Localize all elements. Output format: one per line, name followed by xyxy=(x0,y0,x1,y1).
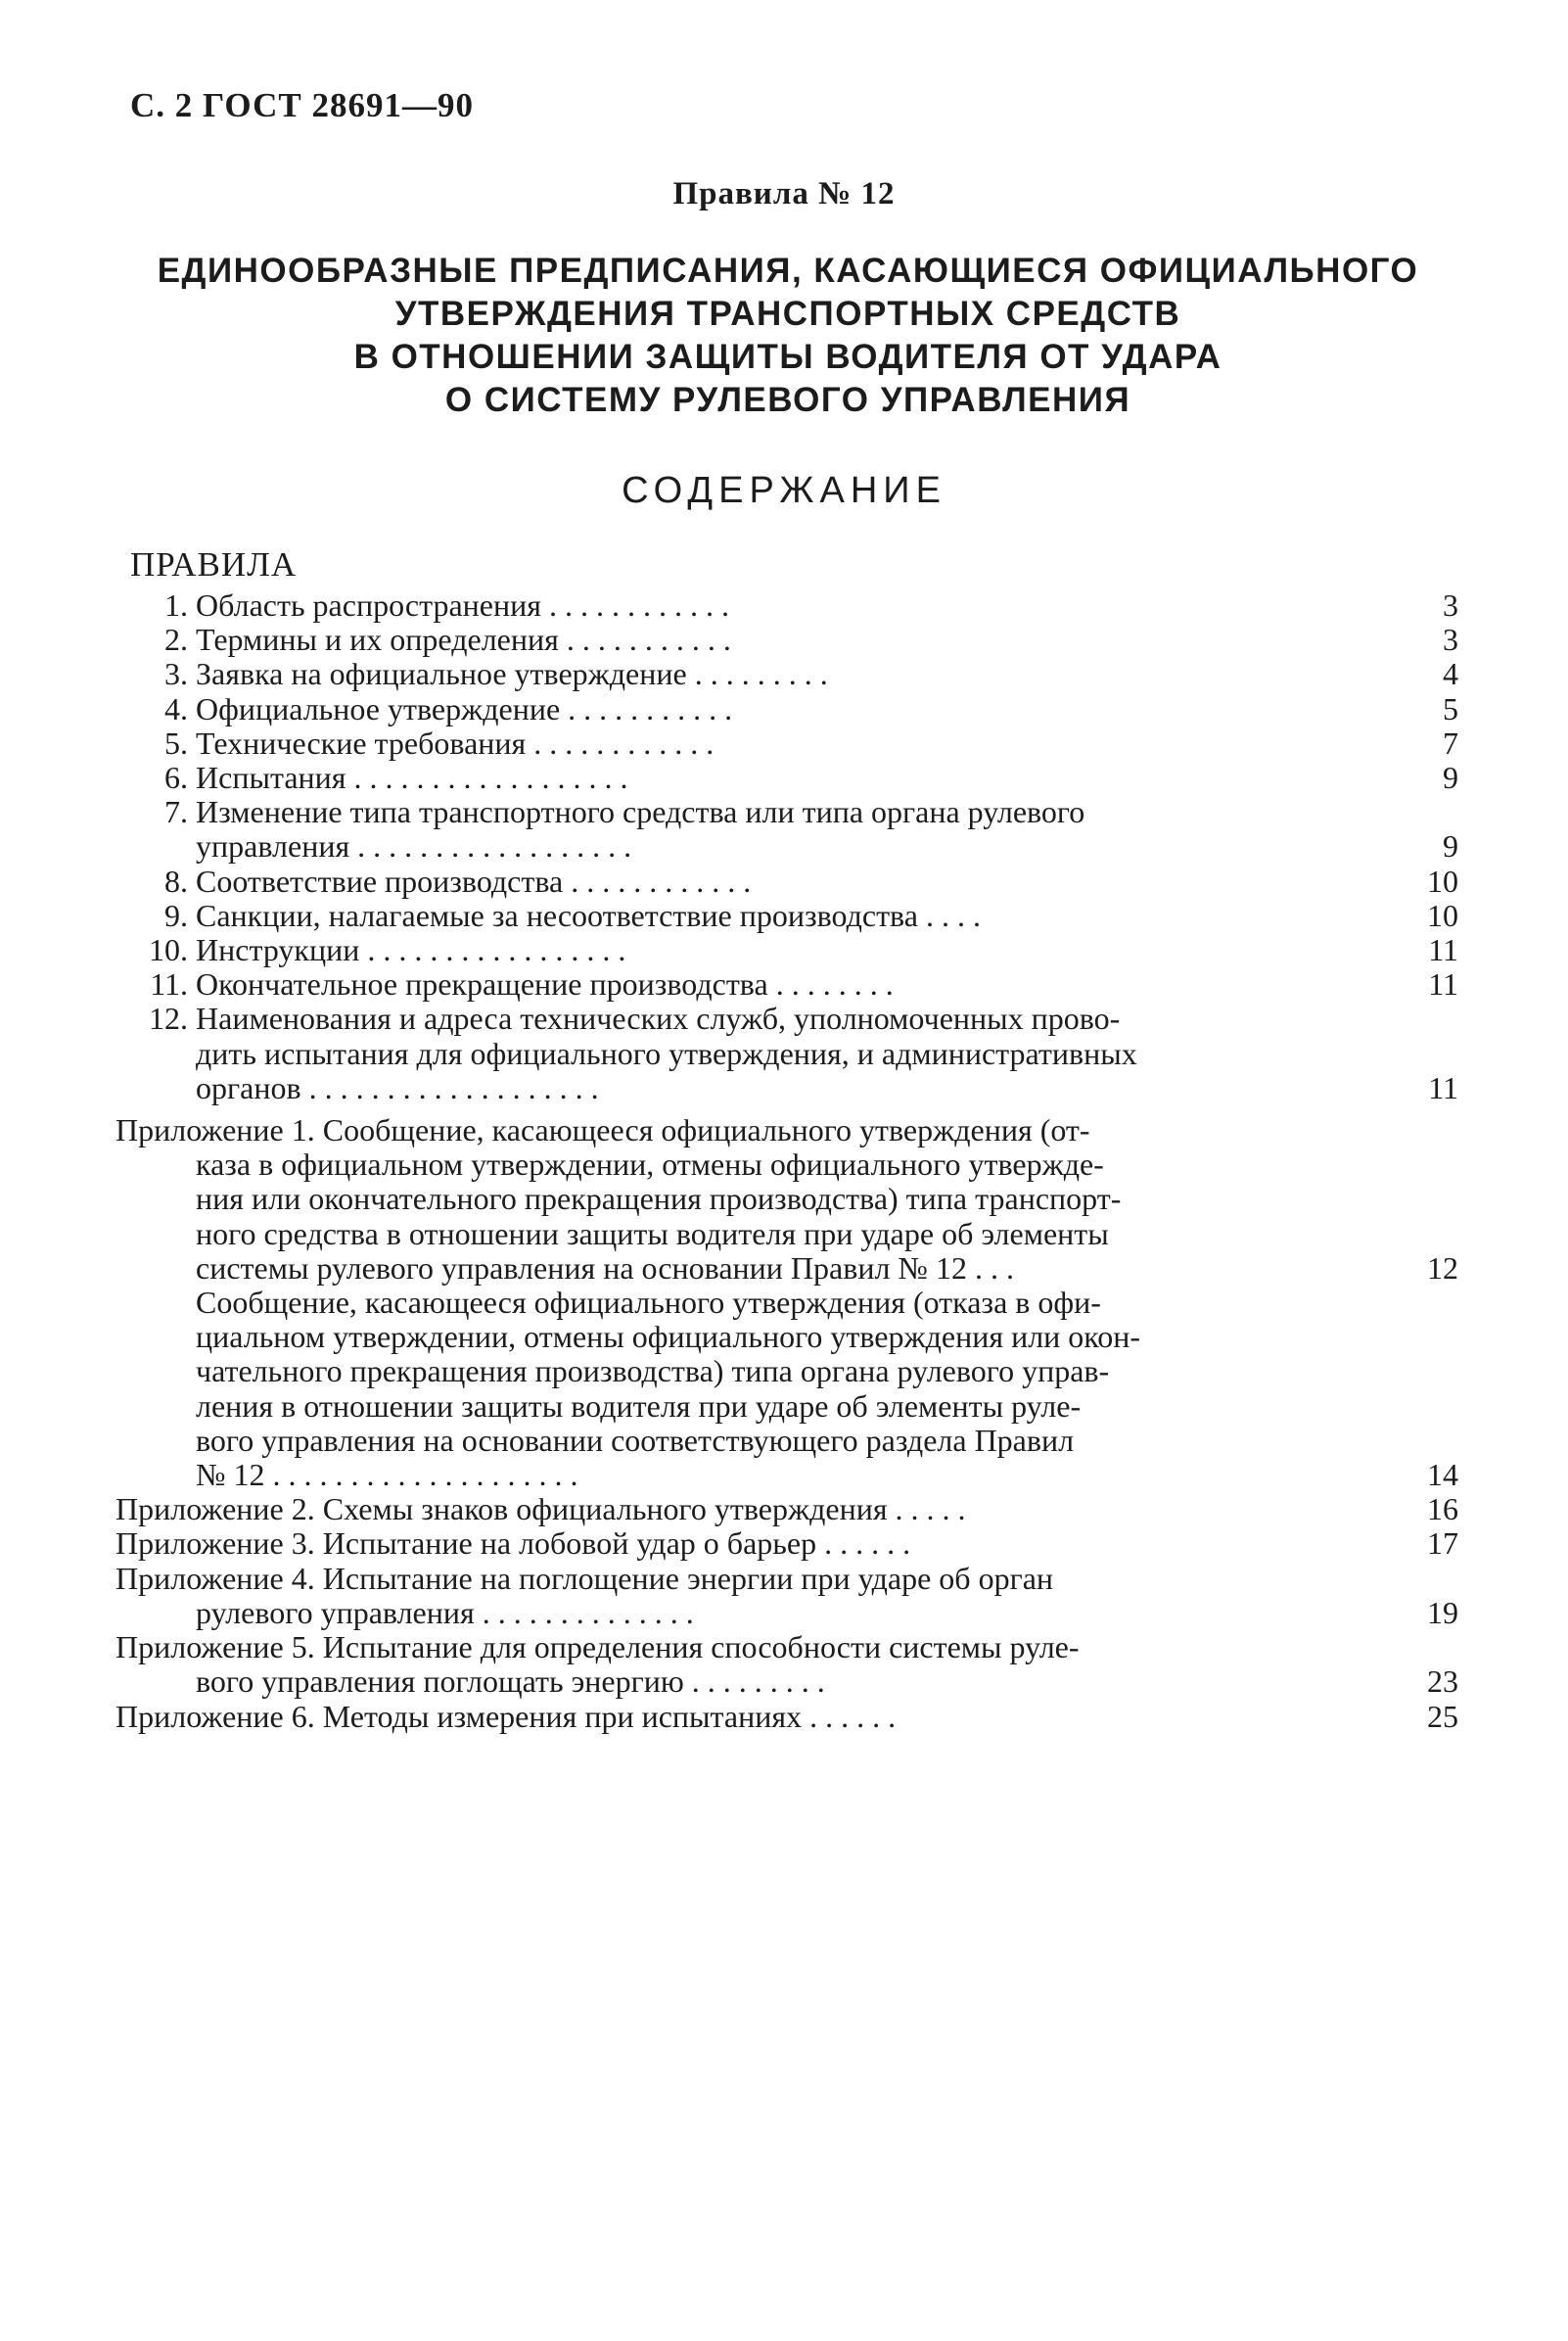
toc-entry-text: Изменение типа транспортного средства или типа органа рулевого управления . . . . . . . . . . . . . . . . . . xyxy=(196,795,1085,865)
section-label-rules: ПРАВИЛА xyxy=(130,545,298,584)
toc-entry-page: 11 xyxy=(1428,1069,1458,1105)
toc-entry-text: Область распространения . . . . . . . . . . . . xyxy=(196,588,729,623)
toc-entry-number: 2. xyxy=(164,622,188,658)
toc-appendix-4[interactable] xyxy=(115,1562,1458,1630)
toc-entry-6[interactable] xyxy=(115,761,1458,795)
toc-appendix-1-steering[interactable] xyxy=(115,1286,1458,1492)
toc-entry-number: 1. xyxy=(164,587,188,623)
toc-entry-number: 6. xyxy=(164,760,188,796)
toc-entry-11[interactable] xyxy=(115,967,1458,1002)
toc-entry-number: 10. xyxy=(149,932,188,968)
toc-entry-text: Приложение 2. Схемы знаков официального утверждения . . . . . xyxy=(115,1492,966,1527)
rules-number: Правила № 12 xyxy=(672,176,896,211)
toc-entry-page: 19 xyxy=(1427,1594,1458,1630)
toc-entry-3[interactable] xyxy=(115,657,1458,691)
toc-entry-10[interactable] xyxy=(115,933,1458,967)
toc-entry-text: Соответствие производства . . . . . . . . . . . . xyxy=(196,864,752,899)
toc-entry-1[interactable] xyxy=(115,588,1458,623)
toc-entry-page: 9 xyxy=(1443,760,1458,796)
toc-entry-12[interactable] xyxy=(115,1002,1458,1105)
toc-entry-7[interactable] xyxy=(115,795,1458,864)
toc-entry-text: Приложение 6. Методы измерения при испытаниях . . . . . . xyxy=(115,1699,897,1734)
toc-entry-page: 9 xyxy=(1443,828,1458,865)
toc-entry-page: 17 xyxy=(1427,1525,1458,1562)
toc-entry-text: Наименования и адреса технических служб, уполномоченных прово- дить испытания для официального утверждения, и административных органов . . . . . . . . . . . . . . . . . . . xyxy=(196,1002,1137,1105)
toc-entry-text: Заявка на официальное утверждение . . . . . . . . . xyxy=(196,657,828,692)
toc-entry-number: 9. xyxy=(164,897,188,933)
toc-entry-page: 14 xyxy=(1427,1457,1458,1493)
toc-entry-page: 3 xyxy=(1443,587,1458,623)
toc-entry-page: 10 xyxy=(1427,897,1458,933)
toc-entry-page: 3 xyxy=(1443,622,1458,658)
toc-entry-page: 25 xyxy=(1427,1698,1458,1734)
toc-entry-page: 7 xyxy=(1443,725,1458,761)
toc-entry-page: 23 xyxy=(1427,1663,1458,1700)
toc-entry-text: Приложение 4. Испытание на поглощение энергии при ударе об орган рулевого управления . . . . . . . . . . . . . . xyxy=(115,1561,1054,1630)
toc-entry-number: 8. xyxy=(164,863,188,899)
toc-appendix-2[interactable] xyxy=(115,1492,1458,1526)
toc-entry-9[interactable] xyxy=(115,899,1458,933)
toc-entry-page: 11 xyxy=(1428,932,1458,968)
toc-entry-number: 12. xyxy=(149,1001,188,1037)
table-of-contents xyxy=(115,588,1458,1734)
toc-entry-text: Сообщение, касающееся официального утверждения (отказа в офи- циальном утверждении, отмены официального утверждения или окон- чательного прекращения производства) типа органа рулевого управ- ления в отношении защиты водителя при ударе об элементы руле- вого управления на основании соответствующего раздела Правил № 12 . . . . . . . . . . . . . . . . . . . . xyxy=(196,1286,1140,1493)
toc-entry-8[interactable] xyxy=(115,865,1458,899)
toc-entry-page: 11 xyxy=(1428,966,1458,1003)
toc-entry-page: 4 xyxy=(1443,656,1458,692)
toc-entry-number: 3. xyxy=(164,656,188,692)
toc-entry-text: Окончательное прекращение производства . . . . . . . . xyxy=(196,967,894,1003)
toc-entry-page: 12 xyxy=(1427,1249,1458,1286)
toc-entry-number: 4. xyxy=(164,690,188,726)
toc-entry-text: Инструкции . . . . . . . . . . . . . . . . . xyxy=(196,933,626,968)
toc-entry-number: 5. xyxy=(164,725,188,761)
document-title: ЕДИНООБРАЗНЫЕ ПРЕДПИСАНИЯ, КАСАЮЩИЕСЯ ОФИЦИАЛЬНОГО УТВЕРЖДЕНИЯ ТРАНСПОРТНЫХ СРЕДСТВ В ОТНОШЕНИИ ЗАЩИТЫ ВОДИТЕЛЯ ОТ УДАРА О СИСТЕМУ РУЛЕВОГО УПРАВЛЕНИЯ xyxy=(157,252,1419,419)
toc-entry-text: Приложение 1. Сообщение, касающееся официального утверждения (от- каза в официальном утверждении, отмены официального утвержде- ния или окончательного прекращения производства) типа транспорт- ного средства в отношении защиты водителя при ударе об элементы системы рулевого управления на основании Правил № 12 . . . xyxy=(115,1113,1122,1286)
contents-heading: СОДЕРЖАНИЕ xyxy=(622,470,946,511)
toc-appendix-5[interactable] xyxy=(115,1630,1458,1699)
toc-entry-text: Санкции, налагаемые за несоответствие производства . . . . xyxy=(196,898,981,933)
toc-entry-text: Приложение 3. Испытание на лобовой удар о барьер . . . . . . xyxy=(115,1526,911,1562)
toc-spacer xyxy=(115,1105,1458,1113)
toc-entry-text: Приложение 5. Испытание для определения способности системы руле- вого управления поглощать энергию . . . . . . . . . xyxy=(115,1630,1080,1700)
page-header: С. 2 ГОСТ 28691—90 xyxy=(130,86,474,124)
toc-entry-text: Испытания . . . . . . . . . . . . . . . . . . xyxy=(196,761,628,796)
toc-entry-number: 7. xyxy=(164,794,188,830)
toc-appendix-3[interactable] xyxy=(115,1526,1458,1561)
toc-entry-text: Термины и их определения . . . . . . . . . . . xyxy=(196,623,731,658)
toc-entry-page: 5 xyxy=(1443,690,1458,726)
toc-entry-page: 10 xyxy=(1427,863,1458,899)
toc-entry-2[interactable] xyxy=(115,623,1458,657)
toc-entry-text: Официальное утверждение . . . . . . . . . . . xyxy=(196,691,733,726)
toc-entry-4[interactable] xyxy=(115,692,1458,726)
toc-entry-number: 11. xyxy=(150,966,188,1003)
toc-entry-text: Технические требования . . . . . . . . . . . . xyxy=(196,726,715,761)
toc-appendix-6[interactable] xyxy=(115,1700,1458,1734)
toc-entry-page: 16 xyxy=(1427,1491,1458,1527)
toc-entry-5[interactable] xyxy=(115,726,1458,761)
toc-appendix-1-vehicle[interactable] xyxy=(115,1113,1458,1286)
